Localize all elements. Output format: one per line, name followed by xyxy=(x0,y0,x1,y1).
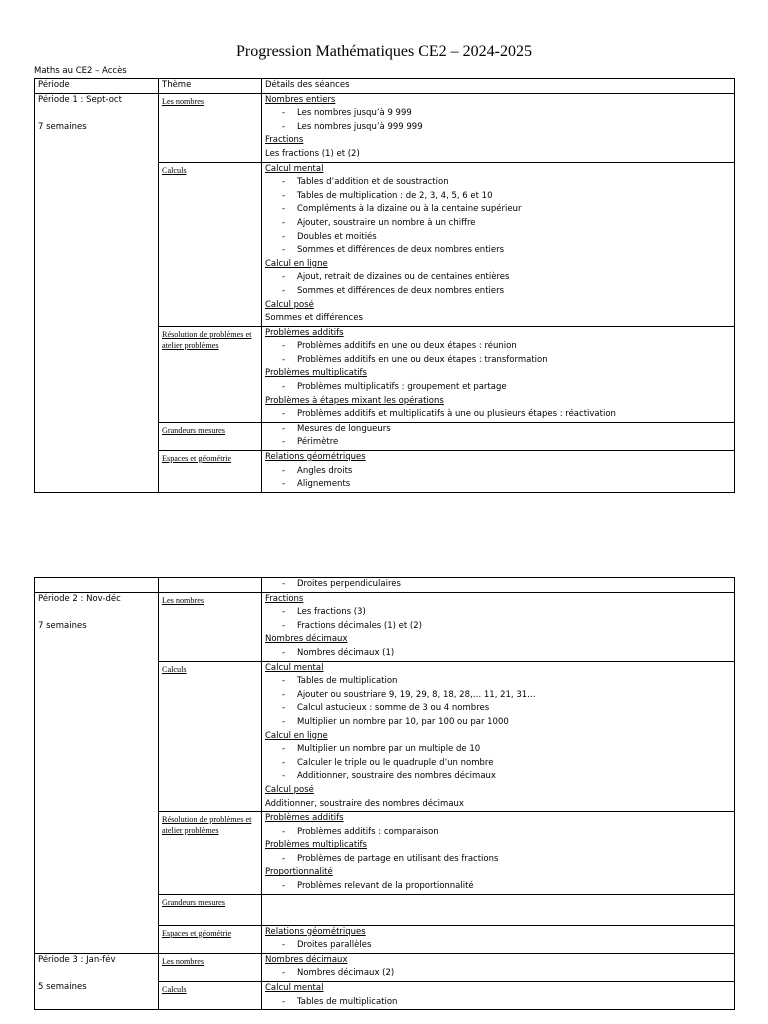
theme-label: Grandeurs mesures xyxy=(162,425,225,435)
details-cell xyxy=(262,578,735,593)
theme-cell xyxy=(159,93,262,162)
theme-cell xyxy=(159,451,262,493)
detail-list xyxy=(265,967,731,981)
theme-cell-empty xyxy=(159,578,262,593)
section-title: Fractions xyxy=(265,593,304,604)
section-title: Nombres décimaux xyxy=(265,954,348,965)
detail-item: - Les nombres jusqu’à 999 999 xyxy=(265,121,731,135)
section-title: Calcul en ligne xyxy=(265,730,328,741)
detail-item: - Ajout, retrait de dizaines ou de centaines entières xyxy=(265,271,731,285)
document-subtitle: Maths au CE2 – Accès xyxy=(34,66,127,76)
period-weeks: 7 semaines xyxy=(38,121,87,132)
detail-item: - Problèmes additifs en une ou deux étapes : transformation xyxy=(265,354,731,368)
theme-cell xyxy=(159,812,262,895)
period-cell xyxy=(35,592,159,953)
details-cell xyxy=(262,162,735,326)
section-title: Fractions xyxy=(265,135,304,146)
details-cell xyxy=(262,422,735,450)
period-weeks: 7 semaines xyxy=(38,620,87,631)
theme-label: Les nombres xyxy=(162,956,205,966)
detail-item: - Périmètre xyxy=(265,436,731,450)
detail-item: - Les fractions (3) xyxy=(265,606,731,620)
theme-cell xyxy=(159,661,262,812)
details-cell xyxy=(262,894,735,925)
details-cell xyxy=(262,812,735,895)
detail-list xyxy=(265,743,731,784)
table-row xyxy=(35,592,735,661)
detail-list xyxy=(265,423,731,450)
detail-list xyxy=(265,408,731,422)
detail-list xyxy=(265,176,731,258)
theme-label: Résolution de problèmes et atelier problèmes xyxy=(162,815,252,836)
section-title: Problèmes additifs xyxy=(265,813,344,824)
detail-item: - Nombres décimaux (1) xyxy=(265,647,731,661)
detail-list xyxy=(265,880,731,894)
details-cell xyxy=(262,925,735,953)
detail-list xyxy=(265,271,731,298)
theme-label: Calculs xyxy=(162,664,187,674)
theme-label: Calculs xyxy=(162,165,187,175)
section-title: Proportionnalité xyxy=(265,867,333,878)
document-title: Progression Mathématiques CE2 – 2024-2025 xyxy=(236,43,532,60)
header-periode: Période xyxy=(35,79,159,94)
detail-list xyxy=(265,465,731,492)
details-cell xyxy=(262,661,735,812)
detail-item: - Nombres décimaux (2) xyxy=(265,967,731,981)
period-label: Période 1 : Sept-oct xyxy=(38,94,122,105)
detail-item: - Compléments à la dizaine ou à la centaine supérieur xyxy=(265,203,731,217)
detail-item: - Ajouter ou soustriare 9, 19, 29, 8, 18, 28,… 11, 21, 31… xyxy=(265,689,731,703)
detail-list xyxy=(265,340,731,367)
detail-list xyxy=(265,381,731,395)
period-cell-empty xyxy=(35,578,159,593)
detail-item: - Tables de multiplication xyxy=(265,675,731,689)
section-title: Problèmes à étapes mixant les opérations xyxy=(265,395,444,406)
section-text: Sommes et différences xyxy=(265,313,363,324)
section-title: Problèmes additifs xyxy=(265,327,344,338)
period-spacer xyxy=(38,606,155,620)
section-title: Problèmes multiplicatifs xyxy=(265,840,367,851)
theme-cell xyxy=(159,982,262,1010)
section-title: Calcul posé xyxy=(265,784,314,795)
details-cell xyxy=(262,592,735,661)
detail-list xyxy=(265,939,731,953)
table-row xyxy=(35,953,735,981)
section-title: Calcul en ligne xyxy=(265,258,328,269)
detail-item: - Droites parallèles xyxy=(265,939,731,953)
section-text: Additionner, soustraire des nombres décimaux xyxy=(265,798,464,809)
section-title: Problèmes multiplicatifs xyxy=(265,368,367,379)
theme-cell xyxy=(159,422,262,450)
section-title: Calcul mental xyxy=(265,662,324,673)
section-title: Calcul mental xyxy=(265,163,324,174)
detail-list xyxy=(265,647,731,661)
detail-item: - Problèmes relevant de la proportionnalité xyxy=(265,880,731,894)
theme-label: Espaces et géométrie xyxy=(162,928,232,938)
detail-item: - Sommes et différences de deux nombres entiers xyxy=(265,244,731,258)
period-weeks: 5 semaines xyxy=(38,982,87,993)
theme-cell xyxy=(159,953,262,981)
period-cell xyxy=(35,953,159,1009)
detail-item: - Doubles et moitiés xyxy=(265,231,731,245)
header-theme: Thème xyxy=(159,79,262,94)
period-cell xyxy=(35,93,159,492)
section-text: Les fractions (1) et (2) xyxy=(265,148,360,159)
detail-list xyxy=(265,107,731,134)
theme-label: Les nombres xyxy=(162,595,205,605)
detail-list xyxy=(265,826,731,840)
table-row xyxy=(35,93,735,162)
detail-item: - Calcul astucieux : somme de 3 ou 4 nombres xyxy=(265,702,731,716)
detail-list xyxy=(265,578,731,592)
progression-table-1 xyxy=(34,78,735,493)
section-title: Relations géométriques xyxy=(265,452,366,463)
theme-label: Résolution de problèmes et atelier problèmes xyxy=(162,329,252,350)
section-title: Calcul mental xyxy=(265,983,324,994)
continuation-row xyxy=(35,578,735,593)
details-cell xyxy=(262,451,735,493)
header-row xyxy=(35,79,735,94)
theme-label: Espaces et géométrie xyxy=(162,454,232,464)
theme-cell xyxy=(159,894,262,925)
period-spacer xyxy=(38,107,155,121)
detail-item: - Alignements xyxy=(265,478,731,492)
section-title: Calcul posé xyxy=(265,299,314,310)
section-title: Nombres décimaux xyxy=(265,634,348,645)
header-details: Détails des séances xyxy=(262,79,735,94)
detail-item: - Problèmes de partage en utilisant des fractions xyxy=(265,853,731,867)
detail-item: - Fractions décimales (1) et (2) xyxy=(265,620,731,634)
detail-item: - Multiplier un nombre par un multiple de 10 xyxy=(265,743,731,757)
detail-item: - Droites perpendiculaires xyxy=(265,578,731,592)
details-cell xyxy=(262,93,735,162)
detail-item: - Ajouter, soustraire un nombre à un chiffre xyxy=(265,217,731,231)
theme-cell xyxy=(159,592,262,661)
detail-item: - Tables d’addition et de soustraction xyxy=(265,176,731,190)
detail-item: - Les nombres jusqu’à 9 999 xyxy=(265,107,731,121)
theme-label: Calculs xyxy=(162,985,187,995)
section-title: Relations géométriques xyxy=(265,926,366,937)
detail-item: - Multiplier un nombre par 10, par 100 ou par 1000 xyxy=(265,716,731,730)
theme-cell xyxy=(159,925,262,953)
detail-list xyxy=(265,853,731,867)
detail-list xyxy=(265,675,731,729)
detail-item: - Problèmes additifs : comparaison xyxy=(265,826,731,840)
detail-item: - Additionner, soustraire des nombres décimaux xyxy=(265,770,731,784)
detail-item: - Angles droits xyxy=(265,465,731,479)
detail-item: - Calculer le triple ou le quadruple d’un nombre xyxy=(265,757,731,771)
section-title: Nombres entiers xyxy=(265,94,336,105)
progression-table-2 xyxy=(34,577,735,1010)
detail-list xyxy=(265,996,731,1010)
period-label: Période 3 : Jan-fév xyxy=(38,954,116,965)
detail-list xyxy=(265,606,731,633)
detail-item: - Tables de multiplication : de 2, 3, 4, 5, 6 et 10 xyxy=(265,190,731,204)
period-spacer xyxy=(38,967,155,981)
detail-item: - Mesures de longueurs xyxy=(265,423,731,437)
detail-item: - Problèmes additifs et multiplicatifs à une ou plusieurs étapes : réactivation xyxy=(265,408,731,422)
theme-label: Grandeurs mesures xyxy=(162,897,225,907)
theme-cell xyxy=(159,162,262,326)
detail-item: - Problèmes multiplicatifs : groupement et partage xyxy=(265,381,731,395)
details-cell xyxy=(262,982,735,1010)
detail-item: - Sommes et différences de deux nombres entiers xyxy=(265,285,731,299)
details-cell xyxy=(262,326,735,422)
period-label: Période 2 : Nov-déc xyxy=(38,593,121,604)
theme-label: Les nombres xyxy=(162,96,205,106)
detail-item: - Problèmes additifs en une ou deux étapes : réunion xyxy=(265,340,731,354)
detail-item: - Tables de multiplication xyxy=(265,996,731,1010)
theme-cell xyxy=(159,326,262,422)
details-cell xyxy=(262,953,735,981)
